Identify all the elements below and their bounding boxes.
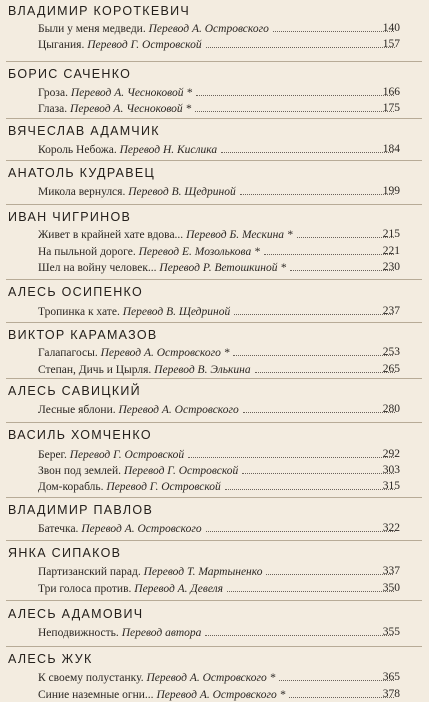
entry-title: К своему полустанку.	[38, 672, 147, 684]
section-divider	[6, 600, 422, 601]
page-number: 337	[382, 565, 400, 577]
page-number: 166	[382, 86, 400, 98]
entry-translator: Перевод А. Островского *	[146, 672, 276, 684]
author-heading: ВЛАДИМИР КОРОТКЕВИЧ	[8, 4, 191, 18]
entry-translator: Перевод В. Щедриной	[128, 186, 236, 198]
entry-translator: Перевод Б. Мескина *	[186, 229, 293, 241]
entry-title: Король Небожа.	[38, 144, 120, 156]
entry-translator: Перевод Р. Ветошкиной *	[159, 262, 287, 274]
section-divider	[6, 322, 422, 323]
entry-translator: Перевод В. Элькина	[154, 364, 251, 376]
entry-translator: Перевод Г. Островской	[123, 465, 239, 477]
page-number: 237	[382, 305, 400, 317]
page-number: 199	[382, 185, 400, 197]
entry-title: Были у меня медведи.	[38, 23, 149, 35]
entry-title: Шел на войну человек...	[38, 262, 160, 274]
entry-title: Микола вернулся.	[38, 186, 129, 198]
entry-title: Живет в крайней хате вдова...	[38, 229, 187, 241]
author-heading: ИВАН ЧИГРИНОВ	[8, 210, 132, 224]
entry-title: Звон под землей.	[38, 465, 124, 477]
author-heading: АЛЕСЬ АДАМОВИЧ	[8, 607, 144, 621]
entry-title: Дом-корабль.	[38, 481, 107, 493]
entry-title: Степан, Дичь и Цырля.	[38, 364, 155, 376]
page-number: 355	[382, 626, 400, 638]
entry-translator: Перевод Т. Мартыненко	[143, 566, 263, 578]
page-number: 322	[382, 522, 400, 534]
entry-title: Глаза.	[38, 103, 71, 115]
entry-title: Неподвижность.	[38, 627, 122, 639]
section-divider	[6, 61, 422, 62]
author-heading: АЛЕСЬ ОСИПЕНКО	[8, 285, 144, 299]
entry-translator: Перевод А. Островского *	[100, 347, 230, 359]
author-heading: ВИКТОР КАРАМАЗОВ	[8, 328, 158, 342]
section-divider	[6, 279, 422, 280]
author-heading: АНАТОЛЬ КУДРАВЕЦ	[8, 166, 156, 180]
entry-translator: Перевод А. Островского	[118, 404, 239, 416]
entry-title: Батечка.	[38, 523, 82, 535]
entry-title: Берег.	[38, 449, 70, 461]
entry-translator: Перевод А. Чесноковой *	[70, 87, 193, 99]
section-divider	[6, 422, 422, 423]
entry-title: Лесные яблони.	[38, 404, 119, 416]
entry-title: Синие наземные огни...	[38, 689, 157, 701]
page-number: 157	[382, 38, 400, 50]
entry-title: Цыгания.	[38, 39, 88, 51]
entry-translator: Перевод автора	[121, 627, 202, 639]
page-number: 253	[382, 346, 400, 358]
entry-translator: Перевод А. Чесноковой *	[70, 103, 192, 115]
entry-title: Тропинка к хате.	[38, 306, 123, 318]
entry-translator: Перевод А. Девеля	[134, 583, 224, 595]
page-number: 175	[382, 102, 400, 114]
entry-translator: Перевод В. Щедриной	[122, 306, 231, 318]
page-number: 215	[382, 228, 400, 240]
page-number: 292	[382, 448, 400, 460]
author-heading: ВЯЧЕСЛАВ АДАМЧИК	[8, 124, 160, 138]
author-heading: ВАСИЛЬ ХОМЧЕНКО	[8, 428, 152, 442]
page-number: 315	[382, 480, 400, 492]
entry-translator: Перевод Г. Островской	[106, 481, 221, 493]
page-number: 230	[382, 261, 400, 273]
entry-translator: Перевод Н. Кислика	[119, 144, 218, 156]
section-divider	[6, 540, 422, 541]
page-number: 280	[382, 403, 400, 415]
page-number: 350	[382, 582, 400, 594]
page-number: 378	[382, 688, 400, 700]
section-divider	[6, 646, 422, 647]
section-divider	[6, 118, 422, 119]
entry-translator: Перевод А. Островского	[148, 23, 269, 35]
section-divider	[6, 160, 422, 161]
author-heading: ЯНКА СИПАКОВ	[8, 546, 122, 560]
author-heading: АЛЕСЬ ЖУК	[8, 652, 93, 666]
entry-translator: Перевод А. Островского *	[156, 689, 286, 701]
page-number: 221	[382, 245, 400, 257]
entry-title: На пыльной дороге.	[38, 246, 139, 258]
entry-title: Галапагосы.	[38, 347, 101, 359]
section-divider	[6, 497, 422, 498]
page-number: 265	[382, 363, 400, 375]
page-number: 140	[382, 22, 400, 34]
page-number: 184	[382, 143, 400, 155]
entry-title: Гроза.	[38, 87, 71, 99]
entry-translator: Перевод А. Островского	[81, 523, 202, 535]
author-heading: ВЛАДИМИР ПАВЛОВ	[8, 503, 154, 517]
author-heading: АЛЕСЬ САВИЦКИЙ	[8, 384, 141, 398]
author-heading: БОРИС САЧЕНКО	[8, 67, 132, 81]
entry-translator: Перевод Е. Мозолькова *	[138, 246, 260, 258]
section-divider	[6, 378, 422, 379]
page-number: 365	[382, 671, 400, 683]
entry-translator: Перевод Г. Островской	[87, 39, 202, 51]
entry-translator: Перевод Г. Островской	[69, 449, 185, 461]
section-divider	[6, 204, 422, 205]
page-number: 303	[382, 464, 400, 476]
entry-title: Партизанский парад.	[38, 566, 144, 578]
entry-title: Три голоса против.	[38, 583, 135, 595]
